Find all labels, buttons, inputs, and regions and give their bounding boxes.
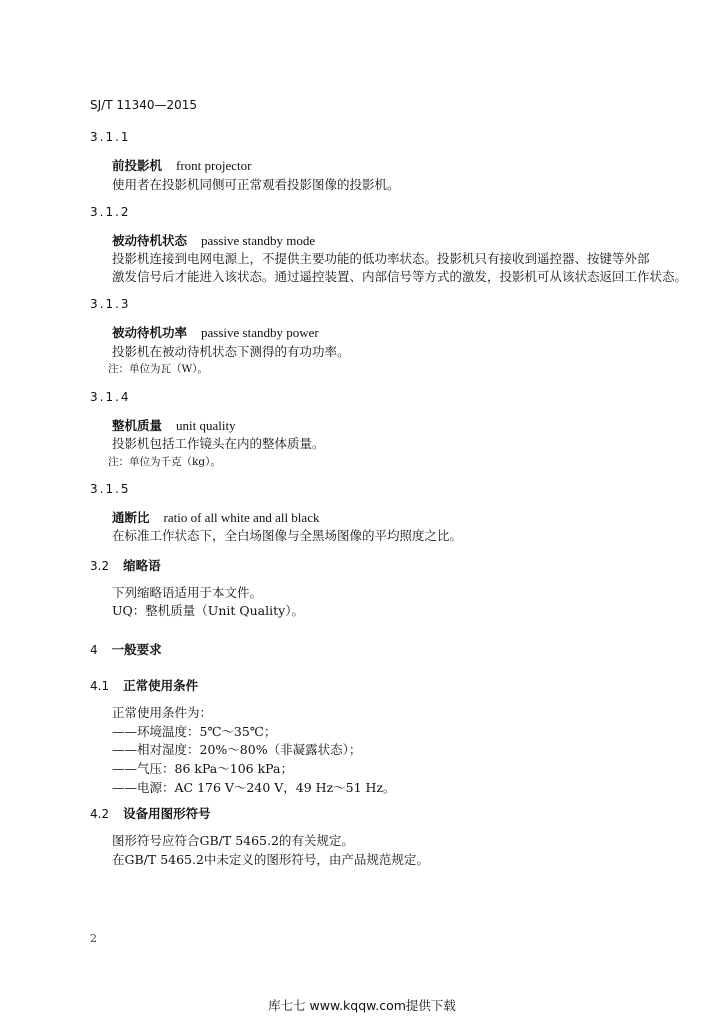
term-entry xyxy=(112,231,315,249)
section-title: 缩略语 xyxy=(123,558,161,573)
section-title: 正常使用条件 xyxy=(123,678,199,693)
clause-number: 3.1.1 xyxy=(90,130,131,144)
term-zh: 被动待机状态 xyxy=(112,233,188,248)
term-definition: 投影机包括工作镜头在内的整体质量。 xyxy=(112,436,325,451)
section-number: 4.2 xyxy=(90,807,110,821)
section-number: 4 xyxy=(90,643,98,657)
clause-number: 3.1.4 xyxy=(90,390,131,404)
clause-number: 3.1.2 xyxy=(90,205,131,219)
note: 注：单位为瓦（W）。 xyxy=(108,363,209,375)
term-definition: 投影机连接到电网电源上，不提供主要功能的低功率状态。投影机只有接收到遥控器、按键等外部 xyxy=(112,251,650,266)
list-item: ——相对湿度：20%～80%（非凝露状态）； xyxy=(112,742,362,757)
term-en: front projector xyxy=(176,158,252,173)
chapter-heading xyxy=(90,640,162,658)
section-heading xyxy=(90,556,161,574)
list-item: ——环境温度：5℃～35℃； xyxy=(112,724,277,739)
list-item: ——电源：AC 176 V～240 V，49 Hz～51 Hz。 xyxy=(112,780,396,795)
note: 注：单位为千克（kg）。 xyxy=(108,456,221,468)
section-heading xyxy=(90,676,198,694)
clause-number: 3.1.3 xyxy=(90,297,131,311)
term-definition: 激发信号后才能进入该状态。通过遥控装置、内部信号等方式的激发，投影机可从该状态返回工作状态。 xyxy=(112,269,688,284)
section-number: 4.1 xyxy=(90,679,110,693)
term-zh: 整机质量 xyxy=(112,418,163,433)
term-entry xyxy=(112,416,236,434)
term-en: passive standby mode xyxy=(201,233,316,248)
section-title: 设备用图形符号 xyxy=(123,806,211,821)
paragraph: 下列缩略语适用于本文件。 xyxy=(112,585,263,600)
term-zh: 通断比 xyxy=(112,510,150,525)
term-entry xyxy=(112,508,319,526)
section-number: 3.2 xyxy=(90,559,110,573)
section-title: 一般要求 xyxy=(111,642,162,657)
paragraph: 正常使用条件为： xyxy=(112,705,213,720)
term-zh: 被动待机功率 xyxy=(112,325,188,340)
term-definition: 投影机在被动待机状态下测得的有功功率。 xyxy=(112,344,350,359)
standard-code: SJ/T 11340—2015 xyxy=(90,98,198,112)
term-definition: 在标准工作状态下，全白场图像与全黑场图像的平均照度之比。 xyxy=(112,528,463,543)
paragraph: 图形符号应符合GB/T 5465.2的有关规定。 xyxy=(112,833,354,848)
page-number: 2 xyxy=(90,932,97,945)
term-entry xyxy=(112,323,319,341)
term-definition: 使用者在投影机同侧可正常观看投影图像的投影机。 xyxy=(112,177,400,192)
footer-text: 库七七 www.kqqw.com提供下载 xyxy=(268,998,456,1013)
term-entry xyxy=(112,156,251,174)
term-en: ratio of all white and all black xyxy=(163,510,320,525)
term-zh: 前投影机 xyxy=(112,158,163,173)
paragraph: UQ：整机质量（Unit Quality）。 xyxy=(112,603,304,618)
clause-number: 3.1.5 xyxy=(90,482,131,496)
paragraph: 在GB/T 5465.2中未定义的图形符号，由产品规范规定。 xyxy=(112,852,429,867)
section-heading xyxy=(90,804,211,822)
term-en: passive standby power xyxy=(201,325,319,340)
list-item: ——气压：86 kPa～106 kPa； xyxy=(112,761,293,776)
term-en: unit quality xyxy=(176,418,236,433)
